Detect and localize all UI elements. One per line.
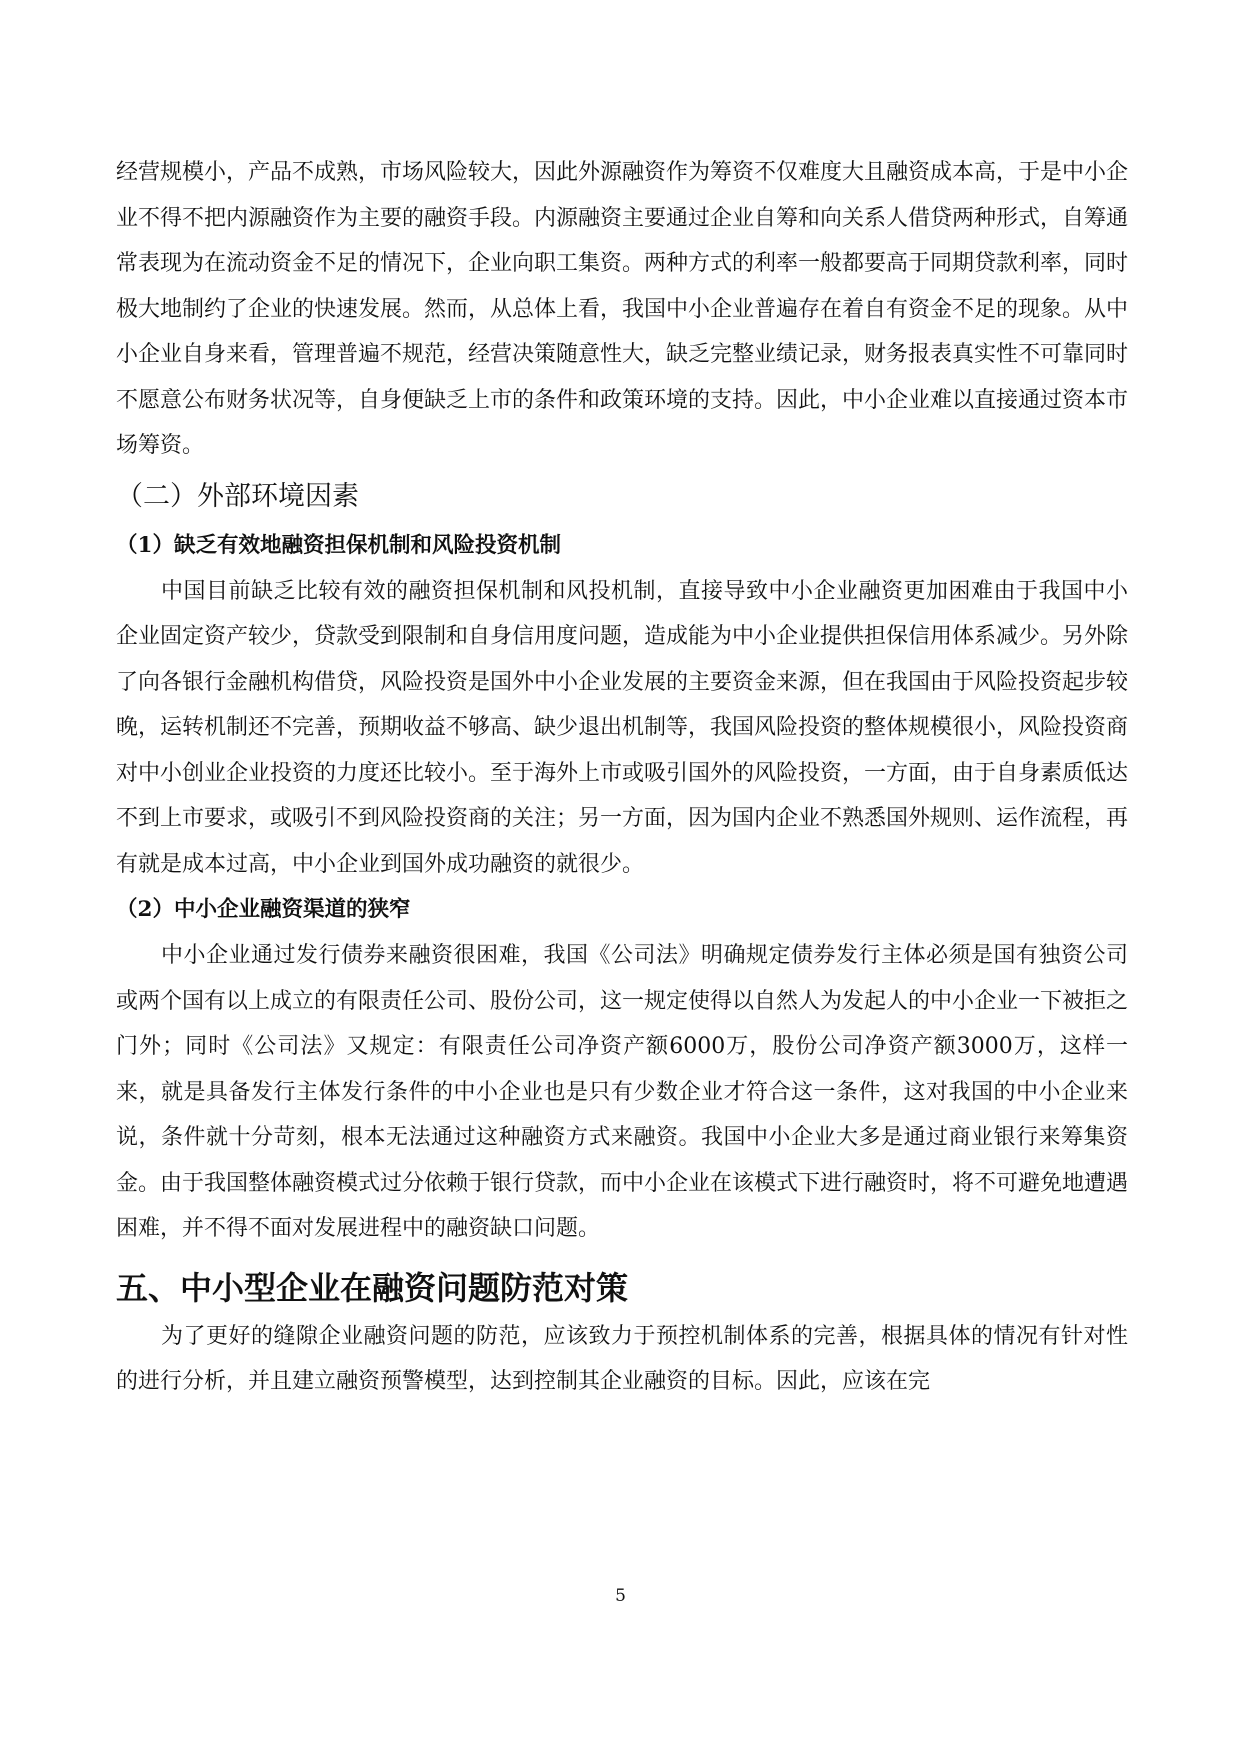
intro-paragraph: 经营规模小，产品不成熟，市场风险较大，因此外源融资作为筹资不仅难度大且融资成本高，于是中小企业不得不把内源融资作为主要的融资手段。内源融资主要通过企业自筹和向关系人借贷两种形式，自筹通常表现为在流动资金不足的情况下，企业向职工集资。两种方式的利率一般都要高于同期贷款利率，同时极大地制约了企业的快速发展。然而，从总体上看，我国中小企业普遍存在着自有资金不足的现象。从中小企业自身来看，管理普遍不规范，经营决策随意性大，缺乏完整业绩记录，财务报表真实性不可靠同时不愿意公布财务状况等，自身便缺乏上市的条件和政策环境的支持。因此，中小企业难以直接通过资本市场筹资。 bbox=[116, 160, 1129, 458]
page-number: 5 bbox=[615, 1586, 626, 1606]
guarantee-mechanism-paragraph: 中国目前缺乏比较有效的融资担保机制和风投机制，直接导致中小企业融资更加困难由于我国中小企业固定资产较少，贷款受到限制和自身信用度问题，造成能为中小企业提供担保信用体系减少。另外除了向各银行金融机构借贷，风险投资是国外中小企业发展的主要资金来源，但在我国由于风险投资起步较晚，运转机制还不完善，预期收益不够高、缺少退出机制等，我国风险投资的整体规模很小，风险投资商对中小创业企业投资的力度还比较小。至于海外上市或吸引国外的风险投资，一方面，由于自身素质低达不到上市要求，或吸引不到风险投资商的关注；另一方面，因为国内企业不熟悉国外规则、运作流程，再有就是成本过高，中小企业到国外成功融资的就很少。 bbox=[116, 578, 1129, 877]
subsection-heading-narrow-channels: （2）中小企业融资渠道的狭窄 bbox=[116, 897, 411, 922]
page-body bbox=[116, 150, 1128, 1405]
countermeasures-paragraph: 为了更好的缝隙企业融资问题的防范，应该致力于预控机制体系的完善，根据具体的情况有针对性的进行分析，并且建立融资预警模型，达到控制其企业融资的目标。因此，应该在完 bbox=[116, 1323, 1128, 1394]
subsection-heading-guarantee-mechanism: （1）缺乏有效地融资担保机制和风险投资机制 bbox=[116, 532, 561, 558]
section-heading-external-factors: （二）外部环境因素 bbox=[116, 480, 359, 512]
narrow-channels-paragraph: 中小企业通过发行债券来融资很困难，我国《公司法》明确规定债券发行主体必须是国有独资公司或两个国有以上成立的有限责任公司、股份公司，这一规定使得以自然人为发起人的中小企业一下被拒之门外；同时《公司法》又规定：有限责任公司净资产额6000万，股份公司净资产额3000万，这样一来，就是具备发行主体发行条件的中小企业也是只有少数企业才符合这一条件，这对我国的中小企业来说，条件就十分苛刻，根本无法通过这种融资方式来融资。我国中小企业大多是通过商业银行来筹集资金。由于我国整体融资模式过分依赖于银行贷款，而中小企业在该模式下进行融资时，将不可避免地遭遇困难，并不得不面对发展进程中的融资缺口问题。 bbox=[116, 943, 1129, 1241]
chapter-heading-countermeasures: 五、中小型企业在融资问题防范对策 bbox=[116, 1268, 629, 1307]
